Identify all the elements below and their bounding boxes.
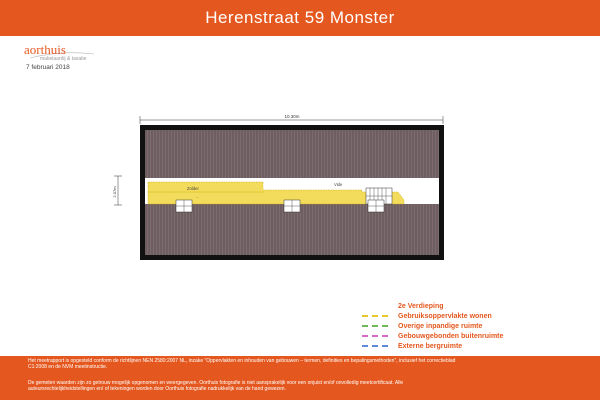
- logo-tagline: makelaardij & taxatie: [40, 56, 87, 62]
- legend: [362, 303, 572, 353]
- footer-bar: [0, 356, 600, 400]
- roof-slope-top: [145, 130, 439, 178]
- legend-label: Gebruiksoppervlakte wonen: [398, 313, 492, 320]
- legend-item: [362, 333, 572, 343]
- legend-label: Overige inpandige ruimte: [398, 323, 483, 330]
- footer-disclaimer-measurement: Het meetrapport is opgesteld conform de richtlijnen NEN 2580:2007 NL, inzake "Oppervlakten en inhouden van gebouwen – termen, definities en bepalingsmethoden", inclusief het correctieblad C1:2008 en de NVM meetinstructie.: [28, 358, 456, 370]
- page-title: Herenstraat 59 Monster: [205, 8, 395, 27]
- legend-label: Gebouwgebonden buitenruimte: [398, 333, 504, 340]
- dimension-height-label: 2.07m: [112, 186, 117, 198]
- legend-item: [362, 313, 572, 323]
- dimension-width: [140, 114, 443, 124]
- legend-swatch: [362, 325, 388, 332]
- legend-item: [362, 343, 572, 353]
- dormer-window: [368, 200, 384, 212]
- legend-title: 2e Verdieping: [398, 303, 444, 310]
- zolder-area-label: ...: [196, 195, 199, 199]
- dormer-window: [176, 200, 192, 212]
- dimension-width-label: 10.30m: [284, 114, 300, 119]
- logo-wordmark: aorthuis: [24, 42, 66, 57]
- dimension-height: [112, 176, 122, 205]
- vide-label: Vide: [334, 182, 343, 187]
- footer-disclaimer-liability: De gemeten waarden zijn zo getrouw mogelijk opgenomen en weergegeven. Oorthuis fotografie is niet aansprakelijk voor een onjuist en/of onvolledig meetcertificaat. Alle auteursrechtelijkheidstellingen en/ of tekeningen worden door Oorthuis fotografie nadrukkelijk van de hand gewezen.: [28, 380, 404, 392]
- dormer-window: [284, 200, 300, 212]
- zolder-label: Zolder: [187, 186, 199, 191]
- legend-item: [362, 323, 572, 333]
- legend-label: Externe bergruimte: [398, 343, 463, 350]
- legend-swatch: [362, 315, 388, 322]
- document-date: 7 februari 2018: [26, 64, 70, 71]
- legend-swatch: [362, 345, 388, 352]
- legend-swatch: [362, 335, 388, 342]
